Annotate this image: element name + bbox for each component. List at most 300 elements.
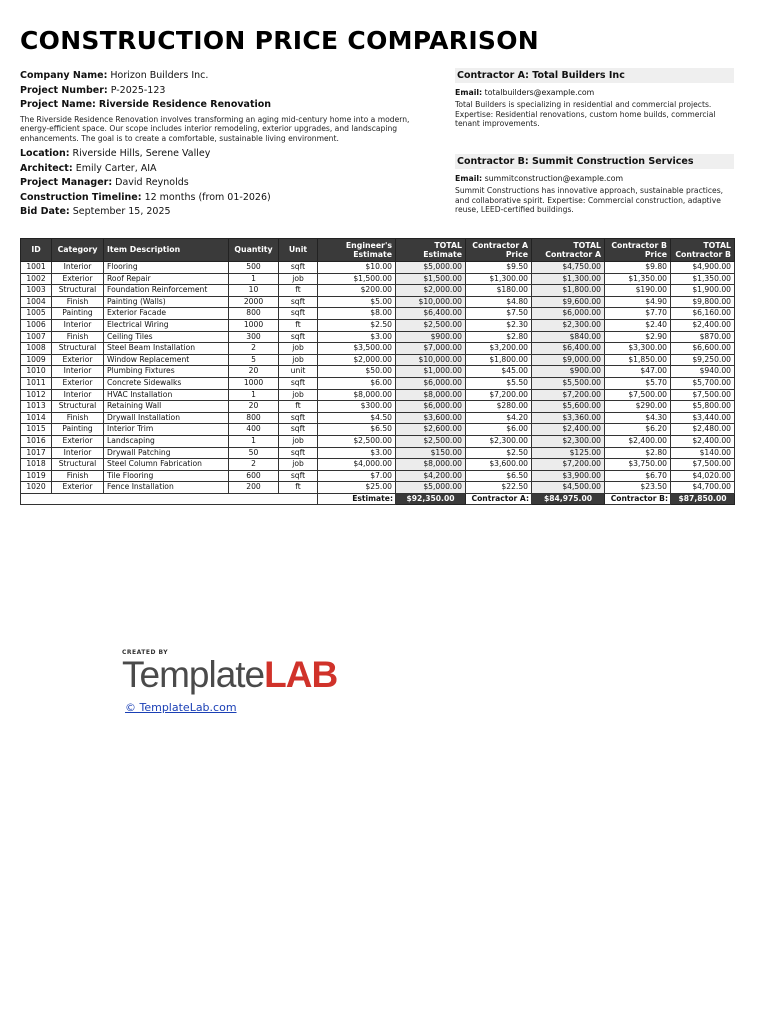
contractor-a-heading: Contractor A: Total Builders Inc (455, 68, 734, 83)
cell-total-contractor-b: $7,500.00 (671, 389, 735, 401)
cell-unit: sqft (279, 377, 318, 389)
cell-quantity: 1000 (229, 319, 279, 331)
contractor-b-email-line (455, 174, 734, 183)
cell-description: Drywall Patching (104, 447, 229, 459)
cell-unit: ft (279, 285, 318, 297)
cell-unit: sqft (279, 412, 318, 424)
header-quantity: Quantity (229, 239, 279, 262)
timeline-line (20, 191, 430, 206)
cell-quantity: 1 (229, 389, 279, 401)
cell-description: HVAC Installation (104, 389, 229, 401)
header-id: ID (21, 239, 52, 262)
project-name-line (20, 98, 430, 113)
cell-total-contractor-b: $1,900.00 (671, 285, 735, 297)
cell-description: Window Replacement (104, 354, 229, 366)
cell-unit: ft (279, 482, 318, 494)
estimate-total-label: Estimate: (318, 493, 396, 505)
cell-contractor-a-price: $5.50 (466, 377, 532, 389)
cell-total-estimate: $5,000.00 (396, 482, 466, 494)
cell-contractor-a-price: $7.50 (466, 308, 532, 320)
cell-quantity: 800 (229, 308, 279, 320)
contractor-a-block (455, 68, 734, 129)
cell-total-contractor-a: $125.00 (532, 447, 605, 459)
cell-description: Plumbing Fixtures (104, 366, 229, 378)
location-value: Riverside Hills, Serene Valley (72, 148, 211, 159)
cell-quantity: 10 (229, 285, 279, 297)
cell-contractor-b-price: $290.00 (605, 401, 671, 413)
cell-unit: sqft (279, 262, 318, 274)
contractor-b-description: Summit Constructions has innovative approach, sustainable practices, and collaborative spirit. Expertise: Commercial construction, adaptive reuse, LEED-certified buildings. (455, 186, 724, 214)
cell-id: 1020 (21, 482, 52, 494)
cell-total-contractor-a: $2,300.00 (532, 435, 605, 447)
cell-total-contractor-a: $6,400.00 (532, 343, 605, 355)
cell-unit: sqft (279, 447, 318, 459)
timeline-value: 12 months (from 01-2026) (144, 191, 271, 203)
cell-contractor-a-price: $1,800.00 (466, 354, 532, 366)
cell-total-estimate: $4,200.00 (396, 470, 466, 482)
cell-total-contractor-b: $4,020.00 (671, 470, 735, 482)
contractor-b-heading: Contractor B: Summit Construction Services (455, 154, 734, 169)
cell-total-contractor-b: $9,800.00 (671, 296, 735, 308)
cell-quantity: 1 (229, 273, 279, 285)
contractor-a-email-line (455, 88, 734, 97)
cell-contractor-b-price: $47.00 (605, 366, 671, 378)
cell-contractor-a-price: $2.80 (466, 331, 532, 343)
manager-label: Project Manager: (20, 177, 113, 188)
cell-engineer-estimate: $8.00 (318, 308, 396, 320)
cell-unit: job (279, 435, 318, 447)
cell-engineer-estimate: $25.00 (318, 482, 396, 494)
cell-id: 1012 (21, 389, 52, 401)
cell-total-estimate: $2,500.00 (396, 435, 466, 447)
cell-engineer-estimate: $300.00 (318, 401, 396, 413)
company-line (20, 69, 430, 84)
company-value: Horizon Builders Inc. (110, 70, 209, 81)
cell-total-contractor-b: $140.00 (671, 447, 735, 459)
cell-engineer-estimate: $200.00 (318, 285, 396, 297)
cell-contractor-a-price: $6.50 (466, 470, 532, 482)
cell-engineer-estimate: $4.50 (318, 412, 396, 424)
cell-engineer-estimate: $3.00 (318, 331, 396, 343)
cell-total-contractor-a: $9,000.00 (532, 354, 605, 366)
cell-total-contractor-b: $1,350.00 (671, 273, 735, 285)
cell-category: Interior (52, 366, 104, 378)
cell-id: 1017 (21, 447, 52, 459)
cell-description: Exterior Facade (104, 308, 229, 320)
project-number-label: Project Number: (20, 84, 108, 96)
cell-category: Exterior (52, 435, 104, 447)
cell-category: Finish (52, 296, 104, 308)
cell-unit: sqft (279, 424, 318, 436)
logo-wordmark (122, 656, 337, 694)
cell-category: Structural (52, 343, 104, 355)
cell-description: Tile Flooring (104, 470, 229, 482)
cell-id: 1016 (21, 435, 52, 447)
cell-category: Exterior (52, 377, 104, 389)
cell-contractor-b-price: $1,850.00 (605, 354, 671, 366)
cell-id: 1006 (21, 319, 52, 331)
cell-total-estimate: $10,000.00 (396, 296, 466, 308)
cell-total-estimate: $1,500.00 (396, 273, 466, 285)
cell-engineer-estimate: $1,500.00 (318, 273, 396, 285)
cell-unit: sqft (279, 296, 318, 308)
cell-total-contractor-a: $1,300.00 (532, 273, 605, 285)
cell-id: 1002 (21, 273, 52, 285)
cell-contractor-b-price: $190.00 (605, 285, 671, 297)
cell-engineer-estimate: $6.00 (318, 377, 396, 389)
table-row (21, 435, 735, 447)
table-row (21, 459, 735, 471)
cell-total-contractor-a: $7,200.00 (532, 459, 605, 471)
header-unit: Unit (279, 239, 318, 262)
cell-total-contractor-a: $3,900.00 (532, 470, 605, 482)
table-row (21, 319, 735, 331)
contractor-a-total-label: Contractor A: (466, 493, 532, 505)
table-row (21, 354, 735, 366)
cell-total-contractor-b: $2,480.00 (671, 424, 735, 436)
cell-total-contractor-a: $2,400.00 (532, 424, 605, 436)
cell-category: Exterior (52, 482, 104, 494)
contractor-a-email-label: Email: (455, 88, 483, 97)
templatelab-link[interactable]: © TemplateLab.com (125, 701, 237, 714)
cell-total-contractor-a: $4,500.00 (532, 482, 605, 494)
cell-unit: unit (279, 366, 318, 378)
bid-date-line (20, 205, 430, 220)
table-row (21, 273, 735, 285)
cell-engineer-estimate: $4,000.00 (318, 459, 396, 471)
table-body (21, 262, 735, 494)
cell-unit: job (279, 273, 318, 285)
cell-quantity: 2 (229, 343, 279, 355)
templatelab-logo (122, 649, 337, 694)
logo-lab-text: LAB (264, 654, 338, 695)
table-row (21, 470, 735, 482)
cell-contractor-b-price: $23.50 (605, 482, 671, 494)
contractor-a-total-value: $84,975.00 (532, 493, 605, 505)
cell-total-contractor-b: $5,700.00 (671, 377, 735, 389)
cell-description: Flooring (104, 262, 229, 274)
cell-contractor-b-price: $9.80 (605, 262, 671, 274)
project-name-label: Project Name: (20, 99, 96, 110)
table-row (21, 285, 735, 297)
cell-contractor-b-price: $2.80 (605, 447, 671, 459)
header-contractor-a-price: Contractor A Price (466, 239, 532, 262)
cell-contractor-b-price: $3,750.00 (605, 459, 671, 471)
cell-quantity: 5 (229, 354, 279, 366)
cell-id: 1003 (21, 285, 52, 297)
cell-contractor-a-price: $4.20 (466, 412, 532, 424)
logo-template-text: Template (122, 654, 265, 695)
project-name-value: Riverside Residence Renovation (98, 99, 272, 110)
cell-category: Interior (52, 319, 104, 331)
cell-total-estimate: $6,400.00 (396, 308, 466, 320)
cell-total-contractor-a: $4,750.00 (532, 262, 605, 274)
table-row (21, 482, 735, 494)
cell-id: 1010 (21, 366, 52, 378)
cell-engineer-estimate: $3.00 (318, 447, 396, 459)
cell-id: 1009 (21, 354, 52, 366)
cell-contractor-a-price: $7,200.00 (466, 389, 532, 401)
cell-total-estimate: $900.00 (396, 331, 466, 343)
header-category: Category (52, 239, 104, 262)
cell-description: Interior Trim (104, 424, 229, 436)
cell-id: 1018 (21, 459, 52, 471)
project-number-line (20, 84, 430, 99)
cell-contractor-a-price: $4.80 (466, 296, 532, 308)
cell-contractor-b-price: $4.30 (605, 412, 671, 424)
cell-unit: job (279, 459, 318, 471)
cell-engineer-estimate: $7.00 (318, 470, 396, 482)
estimate-total-value: $92,350.00 (396, 493, 466, 505)
cell-total-contractor-a: $7,200.00 (532, 389, 605, 401)
cell-contractor-b-price: $4.90 (605, 296, 671, 308)
contractor-a-email[interactable]: totalbuilders@example.com (484, 88, 595, 97)
cell-id: 1011 (21, 377, 52, 389)
cell-quantity: 200 (229, 482, 279, 494)
contractor-b-email-label: Email: (455, 174, 483, 183)
cell-quantity: 500 (229, 262, 279, 274)
cell-total-estimate: $5,000.00 (396, 262, 466, 274)
architect-line (20, 162, 430, 177)
cell-id: 1015 (21, 424, 52, 436)
cell-total-estimate: $7,000.00 (396, 343, 466, 355)
cell-description: Roof Repair (104, 273, 229, 285)
cell-contractor-a-price: $180.00 (466, 285, 532, 297)
cell-id: 1005 (21, 308, 52, 320)
cell-total-estimate: $1,000.00 (396, 366, 466, 378)
cell-category: Interior (52, 389, 104, 401)
cell-contractor-a-price: $9.50 (466, 262, 532, 274)
cell-total-estimate: $6,000.00 (396, 377, 466, 389)
cell-total-estimate: $2,000.00 (396, 285, 466, 297)
cell-unit: job (279, 343, 318, 355)
cell-total-contractor-b: $2,400.00 (671, 435, 735, 447)
cell-category: Finish (52, 412, 104, 424)
cell-total-contractor-b: $9,250.00 (671, 354, 735, 366)
cell-description: Landscaping (104, 435, 229, 447)
header-description: Item Description (104, 239, 229, 262)
cell-total-contractor-b: $4,700.00 (671, 482, 735, 494)
architect-label: Architect: (20, 162, 73, 174)
cell-engineer-estimate: $3,500.00 (318, 343, 396, 355)
cell-total-contractor-a: $6,000.00 (532, 308, 605, 320)
cell-contractor-b-price: $2.90 (605, 331, 671, 343)
cell-unit: sqft (279, 470, 318, 482)
contractor-a-description: Total Builders is specializing in residential and commercial projects. Expertise: Residential renovations, custom home builds, commercial tenant improvements. (455, 100, 716, 128)
cell-contractor-a-price: $3,200.00 (466, 343, 532, 355)
cell-total-estimate: $3,600.00 (396, 412, 466, 424)
contractor-b-email[interactable]: summitconstruction@example.com (484, 174, 624, 183)
table-row (21, 412, 735, 424)
cell-contractor-b-price: $7.70 (605, 308, 671, 320)
cell-total-contractor-a: $5,500.00 (532, 377, 605, 389)
table-row (21, 389, 735, 401)
cell-id: 1019 (21, 470, 52, 482)
table-header-row (21, 239, 735, 262)
cell-total-contractor-a: $2,300.00 (532, 319, 605, 331)
cell-contractor-a-price: $2.50 (466, 447, 532, 459)
cell-engineer-estimate: $6.50 (318, 424, 396, 436)
cell-category: Interior (52, 447, 104, 459)
cell-category: Structural (52, 401, 104, 413)
page-title: CONSTRUCTION PRICE COMPARISON (20, 26, 540, 55)
cell-description: Concrete Sidewalks (104, 377, 229, 389)
cell-total-estimate: $6,000.00 (396, 401, 466, 413)
cell-total-contractor-a: $3,360.00 (532, 412, 605, 424)
cell-total-contractor-a: $900.00 (532, 366, 605, 378)
contractor-b-block (455, 154, 734, 215)
cell-engineer-estimate: $8,000.00 (318, 389, 396, 401)
cell-total-contractor-a: $9,600.00 (532, 296, 605, 308)
cell-quantity: 2000 (229, 296, 279, 308)
cell-quantity: 50 (229, 447, 279, 459)
cell-unit: job (279, 354, 318, 366)
cell-total-estimate: $8,000.00 (396, 389, 466, 401)
cell-contractor-a-price: $2.30 (466, 319, 532, 331)
cell-total-estimate: $150.00 (396, 447, 466, 459)
project-info (20, 69, 430, 220)
cell-total-contractor-a: $1,800.00 (532, 285, 605, 297)
cell-id: 1014 (21, 412, 52, 424)
cell-total-contractor-a: $5,600.00 (532, 401, 605, 413)
cell-contractor-b-price: $6.70 (605, 470, 671, 482)
manager-line (20, 176, 430, 191)
cell-engineer-estimate: $2,000.00 (318, 354, 396, 366)
cell-contractor-a-price: $280.00 (466, 401, 532, 413)
header-total-estimate: TOTAL Estimate (396, 239, 466, 262)
location-line (20, 147, 430, 162)
cell-description: Retaining Wall (104, 401, 229, 413)
cell-quantity: 400 (229, 424, 279, 436)
cell-contractor-b-price: $3,300.00 (605, 343, 671, 355)
cell-contractor-a-price: $22.50 (466, 482, 532, 494)
cell-description: Painting (Walls) (104, 296, 229, 308)
cell-total-contractor-b: $7,500.00 (671, 459, 735, 471)
cell-category: Painting (52, 424, 104, 436)
contractor-b-total-label: Contractor B: (605, 493, 671, 505)
cell-total-contractor-b: $6,160.00 (671, 308, 735, 320)
cell-total-contractor-b: $870.00 (671, 331, 735, 343)
cell-unit: job (279, 389, 318, 401)
table-row (21, 366, 735, 378)
cell-id: 1008 (21, 343, 52, 355)
cell-quantity: 2 (229, 459, 279, 471)
cell-engineer-estimate: $10.00 (318, 262, 396, 274)
cell-contractor-b-price: $5.70 (605, 377, 671, 389)
cell-engineer-estimate: $5.00 (318, 296, 396, 308)
totals-row (21, 493, 735, 505)
timeline-label: Construction Timeline: (20, 191, 142, 203)
table-row (21, 308, 735, 320)
totals-spacer (21, 493, 318, 505)
table-row (21, 262, 735, 274)
cell-id: 1001 (21, 262, 52, 274)
cell-contractor-b-price: $7,500.00 (605, 389, 671, 401)
price-table (20, 238, 735, 505)
cell-total-contractor-b: $5,800.00 (671, 401, 735, 413)
cell-contractor-b-price: $6.20 (605, 424, 671, 436)
cell-quantity: 600 (229, 470, 279, 482)
created-by-label: CREATED BY (122, 649, 169, 656)
table-row (21, 296, 735, 308)
cell-description: Steel Column Fabrication (104, 459, 229, 471)
cell-total-estimate: $2,600.00 (396, 424, 466, 436)
cell-unit: sqft (279, 331, 318, 343)
table-row (21, 331, 735, 343)
cell-quantity: 20 (229, 366, 279, 378)
cell-description: Foundation Reinforcement (104, 285, 229, 297)
manager-value: David Reynolds (115, 177, 189, 188)
cell-category: Exterior (52, 354, 104, 366)
cell-total-contractor-a: $840.00 (532, 331, 605, 343)
company-label: Company Name: (20, 70, 108, 81)
cell-contractor-a-price: $1,300.00 (466, 273, 532, 285)
cell-total-contractor-b: $3,440.00 (671, 412, 735, 424)
cell-engineer-estimate: $50.00 (318, 366, 396, 378)
cell-category: Painting (52, 308, 104, 320)
cell-quantity: 800 (229, 412, 279, 424)
architect-value: Emily Carter, AIA (75, 162, 157, 174)
cell-description: Fence Installation (104, 482, 229, 494)
cell-total-contractor-b: $4,900.00 (671, 262, 735, 274)
cell-unit: ft (279, 319, 318, 331)
cell-category: Structural (52, 285, 104, 297)
cell-total-estimate: $8,000.00 (396, 459, 466, 471)
header-engineer-estimate: Engineer's Estimate (318, 239, 396, 262)
cell-quantity: 1 (229, 435, 279, 447)
header-total-contractor-a: TOTAL Contractor A (532, 239, 605, 262)
header-contractor-b-price: Contractor B Price (605, 239, 671, 262)
cell-description: Steel Beam Installation (104, 343, 229, 355)
cell-description: Drywall Installation (104, 412, 229, 424)
cell-engineer-estimate: $2,500.00 (318, 435, 396, 447)
cell-contractor-a-price: $45.00 (466, 366, 532, 378)
location-label: Location: (20, 148, 70, 159)
cell-id: 1004 (21, 296, 52, 308)
cell-total-contractor-b: $2,400.00 (671, 319, 735, 331)
cell-description: Electrical Wiring (104, 319, 229, 331)
cell-contractor-b-price: $2.40 (605, 319, 671, 331)
cell-category: Structural (52, 459, 104, 471)
cell-category: Finish (52, 331, 104, 343)
cell-total-contractor-b: $6,600.00 (671, 343, 735, 355)
cell-description: Ceiling Tiles (104, 331, 229, 343)
cell-category: Exterior (52, 273, 104, 285)
cell-unit: ft (279, 401, 318, 413)
cell-id: 1007 (21, 331, 52, 343)
cell-quantity: 20 (229, 401, 279, 413)
cell-total-estimate: $10,000.00 (396, 354, 466, 366)
cell-engineer-estimate: $2.50 (318, 319, 396, 331)
header-total-contractor-b: TOTAL Contractor B (671, 239, 735, 262)
cell-unit: sqft (279, 308, 318, 320)
cell-total-estimate: $2,500.00 (396, 319, 466, 331)
cell-category: Finish (52, 470, 104, 482)
table-row (21, 377, 735, 389)
table-row (21, 424, 735, 436)
project-description: The Riverside Residence Renovation involves transforming an aging mid-century home into a modern, energy-efficient space. Our scope includes interior remodeling, exterior upgrades, and landscaping enhancements. The goal is to create a comfortable, sustainable living environment. (20, 114, 410, 143)
cell-quantity: 1000 (229, 377, 279, 389)
cell-id: 1013 (21, 401, 52, 413)
cell-contractor-a-price: $6.00 (466, 424, 532, 436)
cell-contractor-a-price: $2,300.00 (466, 435, 532, 447)
table-row (21, 343, 735, 355)
cell-contractor-b-price: $1,350.00 (605, 273, 671, 285)
contractor-b-total-value: $87,850.00 (671, 493, 735, 505)
project-number-value: P-2025-123 (110, 84, 166, 96)
cell-quantity: 300 (229, 331, 279, 343)
cell-contractor-b-price: $2,400.00 (605, 435, 671, 447)
